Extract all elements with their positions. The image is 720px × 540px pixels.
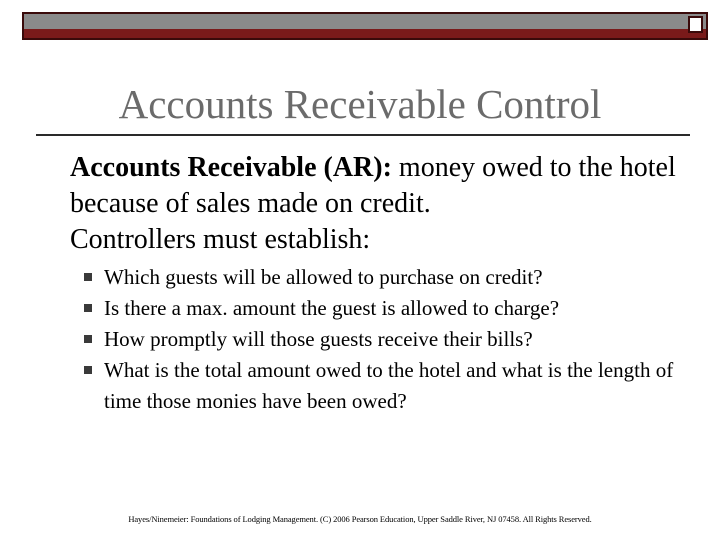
header-bar-red-band [24,29,706,38]
header-bar-gray-band [24,14,706,29]
bullet-text: Which guests will be allowed to purchase on credit? [104,265,543,289]
intro-line: Controllers must establish: [70,224,371,255]
definition-text: money owed to the hotel because of sales made on credit. [70,152,676,219]
bullet-text: How promptly will those guests receive their bills? [104,327,533,351]
definition-term: Accounts Receivable (AR): [70,152,392,183]
copyright-footer: Hayes/Ninemeier: Foundations of Lodging Management. (C) 2006 Pearson Education, Upper Saddle River, NJ 07458. All Rights Reserved. [128,514,592,524]
bullet-text: What is the total amount owed to the hotel and what is the length of time those monies have been owed? [104,358,674,413]
bullet-item [84,355,684,417]
bullet-text: Is there a max. amount the guest is allowed to charge? [104,296,560,320]
title-divider [36,134,690,136]
bullet-item [84,324,684,355]
header-bar-square-icon [688,16,703,33]
bullet-list [84,262,684,417]
square-bullet-icon [84,273,92,281]
bullet-item [84,262,684,293]
square-bullet-icon [84,304,92,312]
bullet-item [84,293,684,324]
square-bullet-icon [84,335,92,343]
decorative-header-bar [22,12,708,40]
square-bullet-icon [84,366,92,374]
slide-title: Accounts Receivable Control [118,81,602,127]
slide-body [70,150,690,258]
